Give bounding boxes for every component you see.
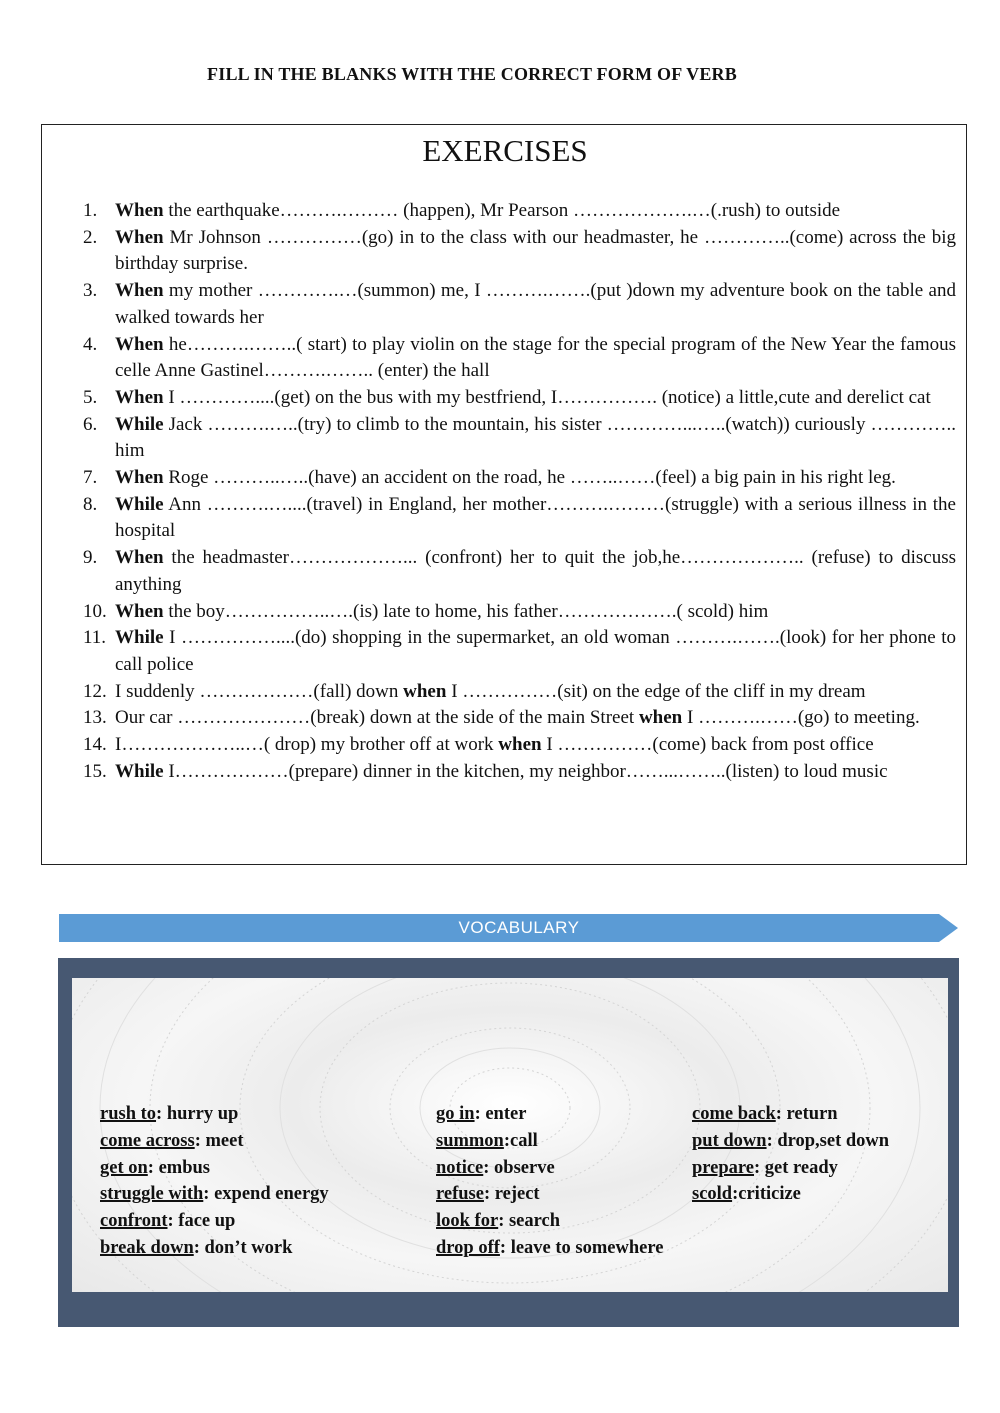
exercise-number: 4. bbox=[83, 333, 98, 355]
vocabulary-term: come back bbox=[692, 1104, 776, 1124]
vocabulary-definition: : embus bbox=[147, 1157, 210, 1178]
exercise-sentence-part: Roge ………..…..(have) an accident on the road, he ……..……(feel) a big pain in his right leg. bbox=[163, 467, 896, 489]
exercise-number: 6. bbox=[83, 413, 98, 435]
conjunction-keyword: when bbox=[638, 707, 683, 729]
exercise-sentence-part: I………………..…( drop) my brother off at work bbox=[115, 734, 499, 756]
exercise-item bbox=[42, 278, 968, 331]
exercise-sentence-part: I suddenly ………………(fall) down bbox=[115, 680, 404, 702]
page-heading: FILL IN THE BLANKS WITH THE CORRECT FORM OF VERB bbox=[207, 64, 737, 84]
exercise-item bbox=[42, 225, 968, 278]
conjunction-keyword: While bbox=[115, 627, 164, 649]
exercises-box bbox=[41, 124, 967, 865]
exercise-number: 11. bbox=[83, 627, 107, 649]
conjunction-keyword: When bbox=[115, 467, 164, 489]
vocabulary-definition: : expend energy bbox=[203, 1184, 329, 1205]
vocabulary-entry bbox=[100, 1155, 329, 1182]
vocabulary-definition: : get ready bbox=[754, 1157, 838, 1178]
vocabulary-column-3 bbox=[692, 1101, 889, 1208]
vocabulary-entry bbox=[436, 1101, 663, 1128]
vocabulary-term: notice bbox=[436, 1157, 484, 1178]
exercise-text bbox=[115, 467, 896, 488]
vocabulary-definition: : observe bbox=[483, 1157, 555, 1178]
exercise-number: 3. bbox=[83, 280, 98, 302]
vocabulary-term: confront bbox=[100, 1211, 168, 1232]
vocabulary-term: put down bbox=[692, 1130, 767, 1151]
exercise-item bbox=[42, 465, 968, 492]
conjunction-keyword: While bbox=[115, 493, 164, 515]
conjunction-keyword: when bbox=[498, 734, 542, 756]
exercise-text bbox=[115, 681, 866, 702]
conjunction-keyword: When bbox=[115, 200, 164, 221]
vocabulary-term: go in bbox=[436, 1104, 475, 1124]
vocabulary-entry bbox=[100, 1235, 329, 1262]
vocabulary-entry bbox=[692, 1181, 889, 1208]
exercise-sentence-part: Jack ……….…..(try) to climb to the mountain, his sister …………...…..(watch)) curiously ………….. him bbox=[115, 413, 956, 462]
exercise-number: 1. bbox=[83, 200, 98, 221]
vocabulary-entry bbox=[692, 1155, 889, 1182]
exercise-text bbox=[115, 707, 920, 728]
vocabulary-entry bbox=[100, 1181, 329, 1208]
exercise-text bbox=[115, 547, 956, 595]
vocabulary-column-1 bbox=[100, 1101, 329, 1262]
vocabulary-entry bbox=[436, 1155, 663, 1182]
exercise-sentence-part: I ……….……(go) to meeting. bbox=[682, 707, 920, 729]
vocabulary-definition: :criticize bbox=[732, 1184, 801, 1205]
vocabulary-term: struggle with bbox=[100, 1184, 204, 1205]
exercise-number: 2. bbox=[83, 226, 98, 248]
vocabulary-entry bbox=[692, 1101, 889, 1128]
exercise-number: 7. bbox=[83, 467, 98, 489]
vocabulary-entry bbox=[692, 1128, 889, 1155]
exercise-text bbox=[115, 734, 874, 755]
vocabulary-term: drop off bbox=[436, 1237, 500, 1258]
vocabulary-banner bbox=[59, 913, 959, 943]
exercise-sentence-part: I………………(prepare) dinner in the kitchen, my neighbor……...……..(listen) to loud music bbox=[163, 760, 888, 782]
vocabulary-entry bbox=[436, 1128, 663, 1155]
exercise-list bbox=[42, 198, 968, 785]
exercise-number: 5. bbox=[83, 386, 98, 408]
exercise-sentence-part: Ann ……….…....(travel) in England, her mother……….………(struggle) with a serious illness in the hospital bbox=[115, 493, 956, 542]
exercise-item bbox=[42, 599, 968, 626]
vocabulary-term: break down bbox=[100, 1237, 194, 1258]
exercise-text bbox=[115, 200, 840, 221]
exercise-item bbox=[42, 732, 968, 759]
vocabulary-entry bbox=[436, 1208, 663, 1235]
exercise-sentence-part: Our car …………………(break) down at the side of the main Street bbox=[115, 707, 639, 729]
exercise-sentence-part: I ……………....(do) shopping in the supermarket, an old woman ……….…….(look) for her phone to call police bbox=[115, 627, 956, 675]
exercise-sentence-part: I ……………(sit) on the edge of the cliff in my dream bbox=[446, 680, 866, 702]
exercise-text bbox=[115, 414, 956, 462]
exercise-item bbox=[42, 545, 968, 598]
conjunction-keyword: When bbox=[115, 547, 164, 569]
vocabulary-entry bbox=[100, 1101, 329, 1128]
vocabulary-definition: : don’t work bbox=[193, 1237, 293, 1258]
vocabulary-definition: : enter bbox=[474, 1104, 527, 1124]
conjunction-keyword: While bbox=[115, 760, 164, 782]
exercise-text bbox=[115, 387, 931, 408]
exercise-sentence-part: the boy……………..….(is) late to home, his father……………….( scold) him bbox=[163, 600, 769, 622]
conjunction-keyword: When bbox=[115, 386, 164, 408]
vocabulary-definition: : search bbox=[498, 1211, 561, 1232]
vocabulary-definition: : hurry up bbox=[156, 1104, 239, 1124]
exercise-item bbox=[42, 198, 968, 225]
exercise-number: 14. bbox=[83, 734, 107, 756]
exercise-text bbox=[115, 494, 956, 542]
conjunction-keyword: When bbox=[115, 280, 164, 302]
conjunction-keyword: While bbox=[115, 413, 164, 435]
exercise-sentence-part: I …………....(get) on the bus with my bestfriend, I……………. (notice) a little,cute and derelict cat bbox=[163, 386, 931, 408]
exercise-number: 9. bbox=[83, 547, 98, 569]
exercise-text bbox=[115, 227, 956, 275]
exercise-sentence-part: the earthquake……….……… (happen), Mr Pearson ……………….…(.rush) to outside bbox=[163, 200, 841, 221]
exercise-number: 12. bbox=[83, 680, 107, 702]
exercise-item bbox=[42, 679, 968, 706]
vocabulary-definition: : return bbox=[775, 1104, 838, 1124]
exercise-text bbox=[115, 601, 768, 622]
exercise-sentence-part: my mother ………….…(summon) me, I ……….…….(put )down my adventure book on the table and walked towards her bbox=[115, 280, 956, 328]
conjunction-keyword: when bbox=[403, 680, 447, 702]
vocabulary-definition: : meet bbox=[194, 1130, 244, 1151]
conjunction-keyword: When bbox=[115, 333, 164, 355]
exercise-number: 8. bbox=[83, 493, 98, 515]
vocabulary-term: prepare bbox=[692, 1157, 755, 1178]
conjunction-keyword: When bbox=[115, 600, 164, 622]
vocabulary-definition: : drop,set down bbox=[766, 1130, 890, 1151]
vocabulary-entry bbox=[100, 1208, 329, 1235]
exercise-item bbox=[42, 412, 968, 465]
vocabulary-term: rush to bbox=[100, 1104, 157, 1124]
exercise-sentence-part: I ……………(come) back from post office bbox=[541, 734, 874, 756]
exercise-number: 10. bbox=[83, 600, 107, 622]
vocabulary-entry bbox=[100, 1128, 329, 1155]
vocabulary-entry bbox=[436, 1235, 663, 1262]
exercise-item bbox=[42, 705, 968, 732]
exercise-sentence-part: Mr Johnson ……………(go) in to the class with our headmaster, he …………..(come) across the big birthday surprise. bbox=[115, 226, 956, 275]
exercise-item bbox=[42, 385, 968, 412]
vocabulary-term: scold bbox=[692, 1184, 733, 1205]
exercise-text bbox=[115, 334, 956, 382]
vocabulary-title: VOCABULARY bbox=[458, 918, 580, 937]
vocabulary-term: refuse bbox=[436, 1184, 484, 1205]
exercise-text bbox=[115, 761, 888, 782]
exercise-item bbox=[42, 625, 968, 678]
vocabulary-term: look for bbox=[436, 1211, 499, 1232]
vocabulary-definition: : reject bbox=[483, 1184, 540, 1205]
vocabulary-term: summon bbox=[436, 1130, 504, 1151]
exercise-item bbox=[42, 759, 968, 786]
vocabulary-entry bbox=[436, 1181, 663, 1208]
exercise-text bbox=[115, 627, 956, 675]
vocabulary-term: come across bbox=[100, 1130, 195, 1151]
vocabulary-column-2 bbox=[436, 1101, 663, 1262]
vocabulary-definition: :call bbox=[503, 1130, 538, 1151]
exercise-number: 13. bbox=[83, 707, 107, 729]
conjunction-keyword: When bbox=[115, 226, 164, 248]
vocabulary-panel bbox=[72, 978, 948, 1292]
exercise-text bbox=[115, 280, 956, 328]
exercise-number: 15. bbox=[83, 760, 107, 782]
exercise-sentence-part: he……….……..( start) to play violin on the stage for the special program of the New Year the famous celle Anne Gastinel……….…….. (enter) the hall bbox=[115, 333, 956, 382]
vocabulary-definition: : face up bbox=[167, 1211, 236, 1232]
exercise-item bbox=[42, 332, 968, 385]
exercise-item bbox=[42, 492, 968, 545]
exercises-title: EXERCISES bbox=[422, 133, 588, 168]
vocabulary-definition: : leave to somewhere bbox=[499, 1237, 664, 1258]
vocabulary-frame bbox=[58, 958, 959, 1327]
vocabulary-term: get on bbox=[100, 1157, 148, 1178]
exercise-sentence-part: the headmaster………………... (confront) her to quit the job,he……………….. (refuse) to discuss anything bbox=[115, 547, 956, 595]
